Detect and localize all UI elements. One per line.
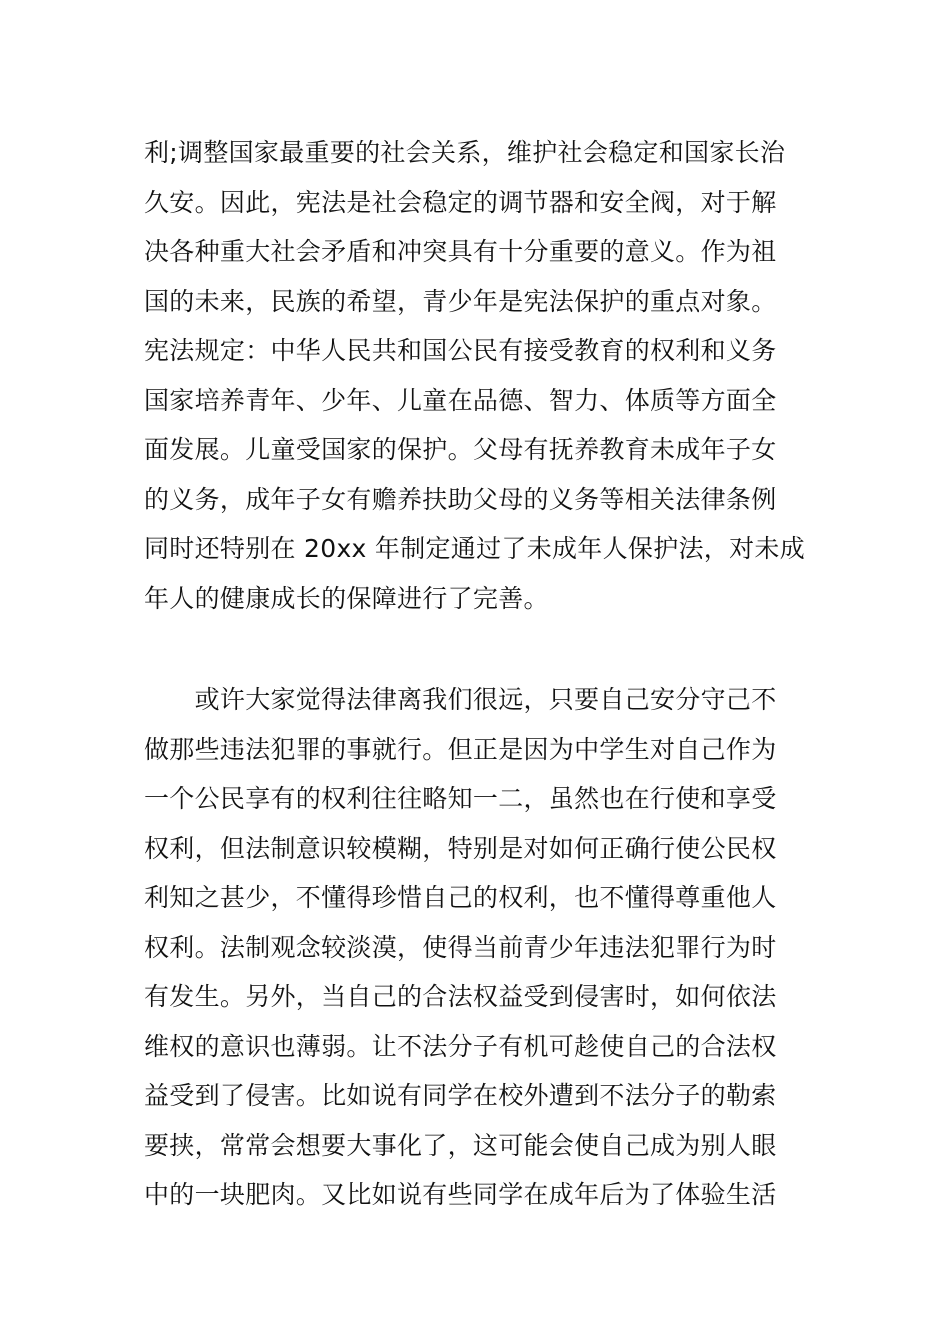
paragraph-line: 宪法规定：中华人民共和国公民有接受教育的权利和义务 <box>144 336 777 365</box>
paragraph-line: 权利。法制观念较淡漠，使得当前青少年违法犯罪行为时 <box>144 932 777 962</box>
paragraph-2 <box>144 675 808 1220</box>
paragraph-line: 中的一块肥肉。又比如说有些同学在成年后为了体验生活 <box>144 1180 777 1209</box>
paragraph-line: 利;调整国家最重要的社会关系，维护社会稳定和国家长治 <box>144 138 786 167</box>
paragraph-line: 要挟，常常会想要大事化了，这可能会使自己成为别人眼 <box>144 1130 777 1160</box>
paragraph-line: 做那些违法犯罪的事就行。但正是因为中学生对自己作为 <box>144 734 777 764</box>
paragraph-line: 国的未来，民族的希望，青少年是宪法保护的重点对象。 <box>144 286 777 316</box>
paragraph-line: 利知之甚少，不懂得珍惜自己的权利，也不懂得尊重他人 <box>144 883 777 912</box>
paragraph-line: 决各种重大社会矛盾和冲突具有十分重要的意义。作为祖 <box>144 237 777 266</box>
paragraph-line: 维权的意识也薄弱。让不法分子有机可趁使自己的合法权 <box>144 1031 777 1061</box>
paragraph-line: 或许大家觉得法律离我们很远，只要自己安分守己不 <box>144 685 777 714</box>
paragraph-line: 权利，但法制意识较模糊，特别是对如何正确行使公民权 <box>144 833 777 863</box>
paragraph-line: 年人的健康成长的保障进行了完善。 <box>144 583 549 613</box>
paragraph-line: 的义务，成年子女有赡养扶助父母的义务等相关法律条例 <box>144 484 777 514</box>
paragraph-line: 国家培养青年、少年、儿童在品德、智力、体质等方面全 <box>144 385 777 415</box>
paragraph-1 <box>144 128 808 623</box>
paragraph-line: 同时还特别在 20xx 年制定通过了未成年人保护法，对未成 <box>144 534 805 563</box>
paragraph-line: 有发生。另外，当自己的合法权益受到侵害时，如何依法 <box>144 982 777 1011</box>
paragraph-line: 益受到了侵害。比如说有同学在校外遭到不法分子的勒索 <box>144 1081 777 1110</box>
paragraph-line: 一个公民享有的权利往往略知一二，虽然也在行使和享受 <box>144 784 777 813</box>
paragraph-line: 面发展。儿童受国家的保护。父母有抚养教育未成年子女 <box>144 435 777 464</box>
paragraph-line: 久安。因此，宪法是社会稳定的调节器和安全阀，对于解 <box>144 187 777 217</box>
